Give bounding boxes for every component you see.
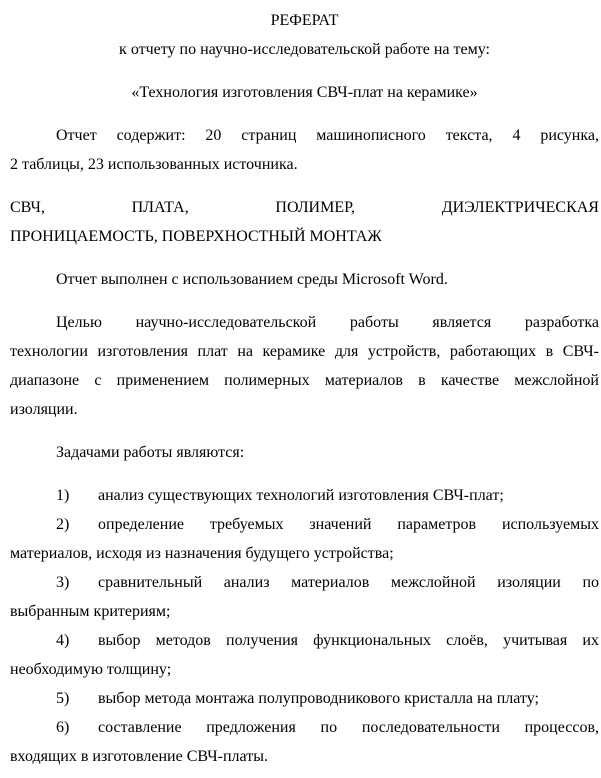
goal-line: технологии изготовления плат на керамике для устройств, работающих в СВЧ- xyxy=(10,343,599,360)
goal-paragraph xyxy=(10,308,599,424)
task-text: выбор метода монтажа полупроводникового кристалла на плату; xyxy=(98,690,539,707)
keywords-line xyxy=(10,193,599,222)
goal-line: изоляции. xyxy=(10,401,78,418)
tasks-list xyxy=(10,481,599,771)
task-text: анализ существующих технологий изготовления СВЧ-плат; xyxy=(98,487,504,504)
task-number: 4) xyxy=(56,632,70,649)
task-item xyxy=(10,713,599,742)
goal-line: Целью научно-исследовательской работы является разработка xyxy=(56,314,599,331)
task-item xyxy=(10,568,599,597)
keyword: СВЧ, xyxy=(10,199,45,216)
contents-paragraph xyxy=(10,121,599,179)
task-number: 6) xyxy=(56,719,70,736)
keywords-line: ПРОНИЦАЕМОСТЬ, ПОВЕРХНОСТНЫЙ МОНТАЖ xyxy=(10,228,382,245)
document-title: РЕФЕРАТ xyxy=(270,12,339,29)
task-text-continuation: входящих в изготовление СВЧ-платы. xyxy=(10,748,268,765)
software-paragraph: Отчет выполнен с использованием среды Microsoft Word. xyxy=(56,271,448,288)
keyword: ПЛАТА, xyxy=(131,199,189,216)
task-text-continuation: материалов, исходя из назначения будущего устройства; xyxy=(10,545,394,562)
contents-line: Отчет содержит: 20 страниц машинописного текста, 4 рисунка, xyxy=(56,127,599,144)
task-text: сравнительный анализ материалов межслойной изоляции по xyxy=(98,574,599,591)
task-item xyxy=(10,481,599,510)
keyword: ДИЭЛЕКТРИЧЕСКАЯ xyxy=(441,199,599,216)
keyword: ПОЛИМЕР, xyxy=(275,199,356,216)
keywords-paragraph xyxy=(10,193,599,251)
tasks-heading: Задачами работы являются: xyxy=(56,444,245,461)
task-text-continuation: необходимую толщину; xyxy=(10,661,172,678)
document-subtitle: к отчету по научно-исследовательской работе на тему: xyxy=(119,41,490,58)
document-page xyxy=(10,0,599,771)
task-text-continuation: выбранным критериям; xyxy=(10,603,171,620)
task-item xyxy=(10,684,599,713)
goal-line: диапазоне с применением полимерных материалов в качестве межслойной xyxy=(10,372,599,389)
task-number: 1) xyxy=(56,487,70,504)
task-number: 3) xyxy=(56,574,70,591)
task-number: 5) xyxy=(56,690,70,707)
task-item xyxy=(10,510,599,539)
task-text: выбор методов получения функциональных слоёв, учитывая их xyxy=(98,632,599,649)
contents-line: 2 таблицы, 23 использованных источника. xyxy=(10,156,298,173)
task-text: определение требуемых значений параметров используемых xyxy=(98,516,599,533)
task-item xyxy=(10,626,599,655)
task-text: составление предложения по последовательности процессов, xyxy=(98,719,599,736)
task-number: 2) xyxy=(56,516,70,533)
document-topic: «Технология изготовления СВЧ-плат на керамике» xyxy=(131,84,478,101)
